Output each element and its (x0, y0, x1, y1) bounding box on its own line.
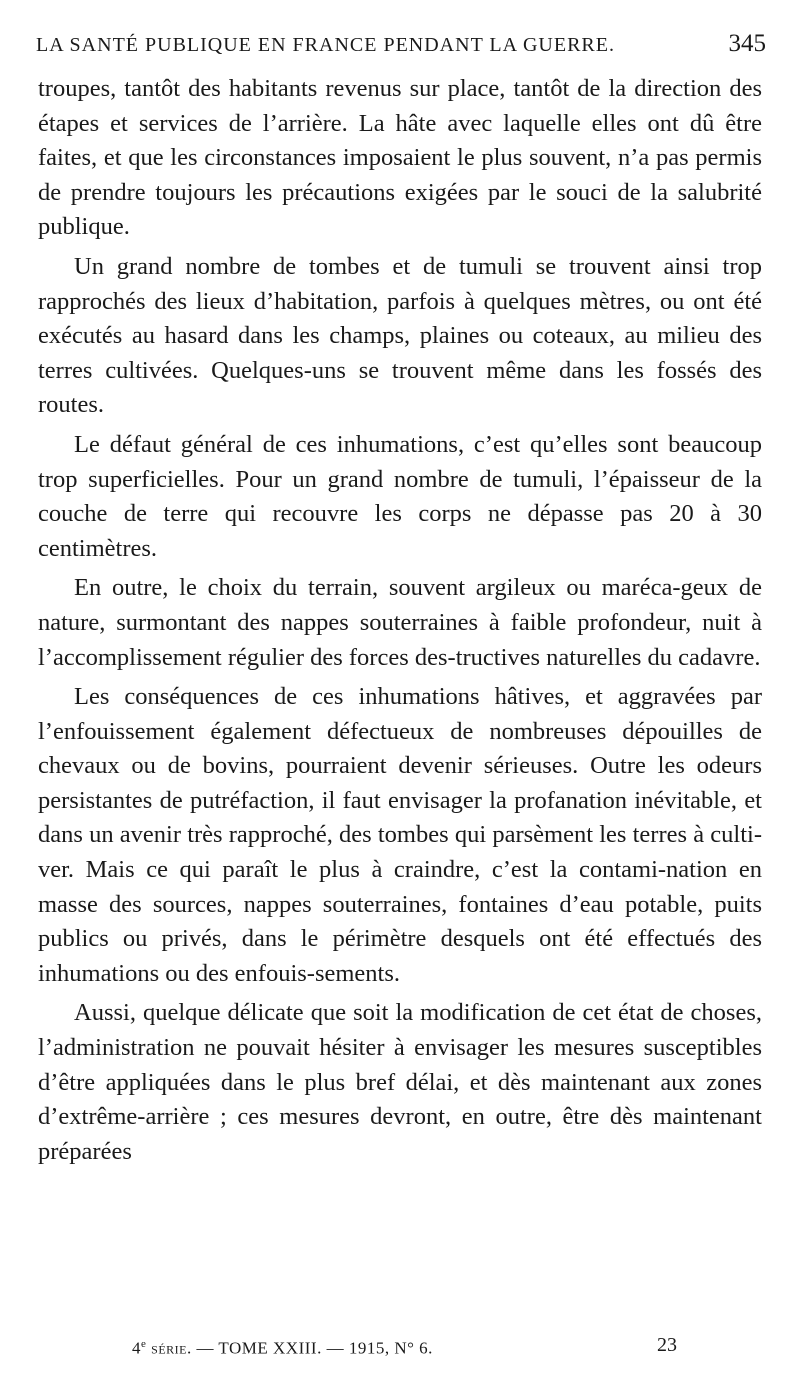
running-head (36, 30, 766, 60)
paragraph-consequences: Les conséquences de ces inhumations hâtives, et aggravées par l’enfouissement également défectueux de nombreuses dépouilles de chevaux ou de bovins, pourraient devenir sérieuses. Outre les odeurs persistantes de putréfaction, il faut envisager la profanation inévitable, et dans un avenir très rapproché, des tombes qui parsèment les terres à culti-ver. Mais ce qui paraît le plus à craindre, c’est la contami-nation en masse des sources, nappes souterraines, fontaines d’eau potable, puits publics ou privés, dans le périmètre desquels ont été effectués des inhumations ou des enfouis-sements. (38, 683, 762, 987)
series-number: 4 (132, 1338, 141, 1358)
volume-issue: . — TOME XXIII. — 1915, N° 6. (186, 1338, 433, 1358)
series-word: série (151, 1338, 187, 1358)
signature-folio: 23 (657, 1334, 677, 1356)
paragraph-terrain: En outre, le choix du terrain, souvent argileux ou maréca-geux de nature, surmontant des nappes souterraines à faible profondeur, nuit à l’accomplissement régulier des forces des-tructives naturelles du cadavre. (38, 574, 762, 671)
page-number: 345 (728, 30, 766, 57)
paragraph-administration: Aussi, quelque délicate que soit la modification de cet état de choses, l’administration ne pouvait hésiter à envisager les mesures susceptibles d’être appliquées dans le plus bref délai, et dès maintenant aux zones d’extrême-arrière ; ces mesures devront, en outre, être dès maintenant préparées (38, 999, 762, 1165)
running-title: LA SANTÉ PUBLIQUE EN FRANCE PENDANT LA GUERRE. (36, 34, 615, 56)
body-text (38, 72, 762, 1169)
series-superscript: e (141, 1338, 147, 1350)
paragraph-defect: Le défaut général de ces inhumations, c’est qu’elles sont beaucoup trop superficielles. Pour un grand nombre de tumuli, l’épaisseur de la couche de terre qui recouvre les corps ne dépasse pas 20 à 30 centimètres. (38, 430, 762, 562)
series-signature (132, 1338, 433, 1359)
paragraph-tombs: Un grand nombre de tombes et de tumuli se trouvent ainsi trop rapprochés des lieux d’habitation, parfois à quelques mètres, ou ont été exécutés au hasard dans les champs, plaines ou coteaux, au milieu des terres cultivées. Quelques-uns se trouvent même dans les fossés des routes. (38, 252, 762, 419)
page-footer (36, 1334, 766, 1362)
paragraph-continuation: troupes, tantôt des habitants revenus sur place, tantôt de la direction des étapes et services de l’arrière. La hâte avec laquelle elles ont dû être faites, et que les circonstances imposaient le plus souvent, n’a pas permis de prendre toujours les précautions exigées par le souci de la salubrité publique. (38, 75, 762, 241)
